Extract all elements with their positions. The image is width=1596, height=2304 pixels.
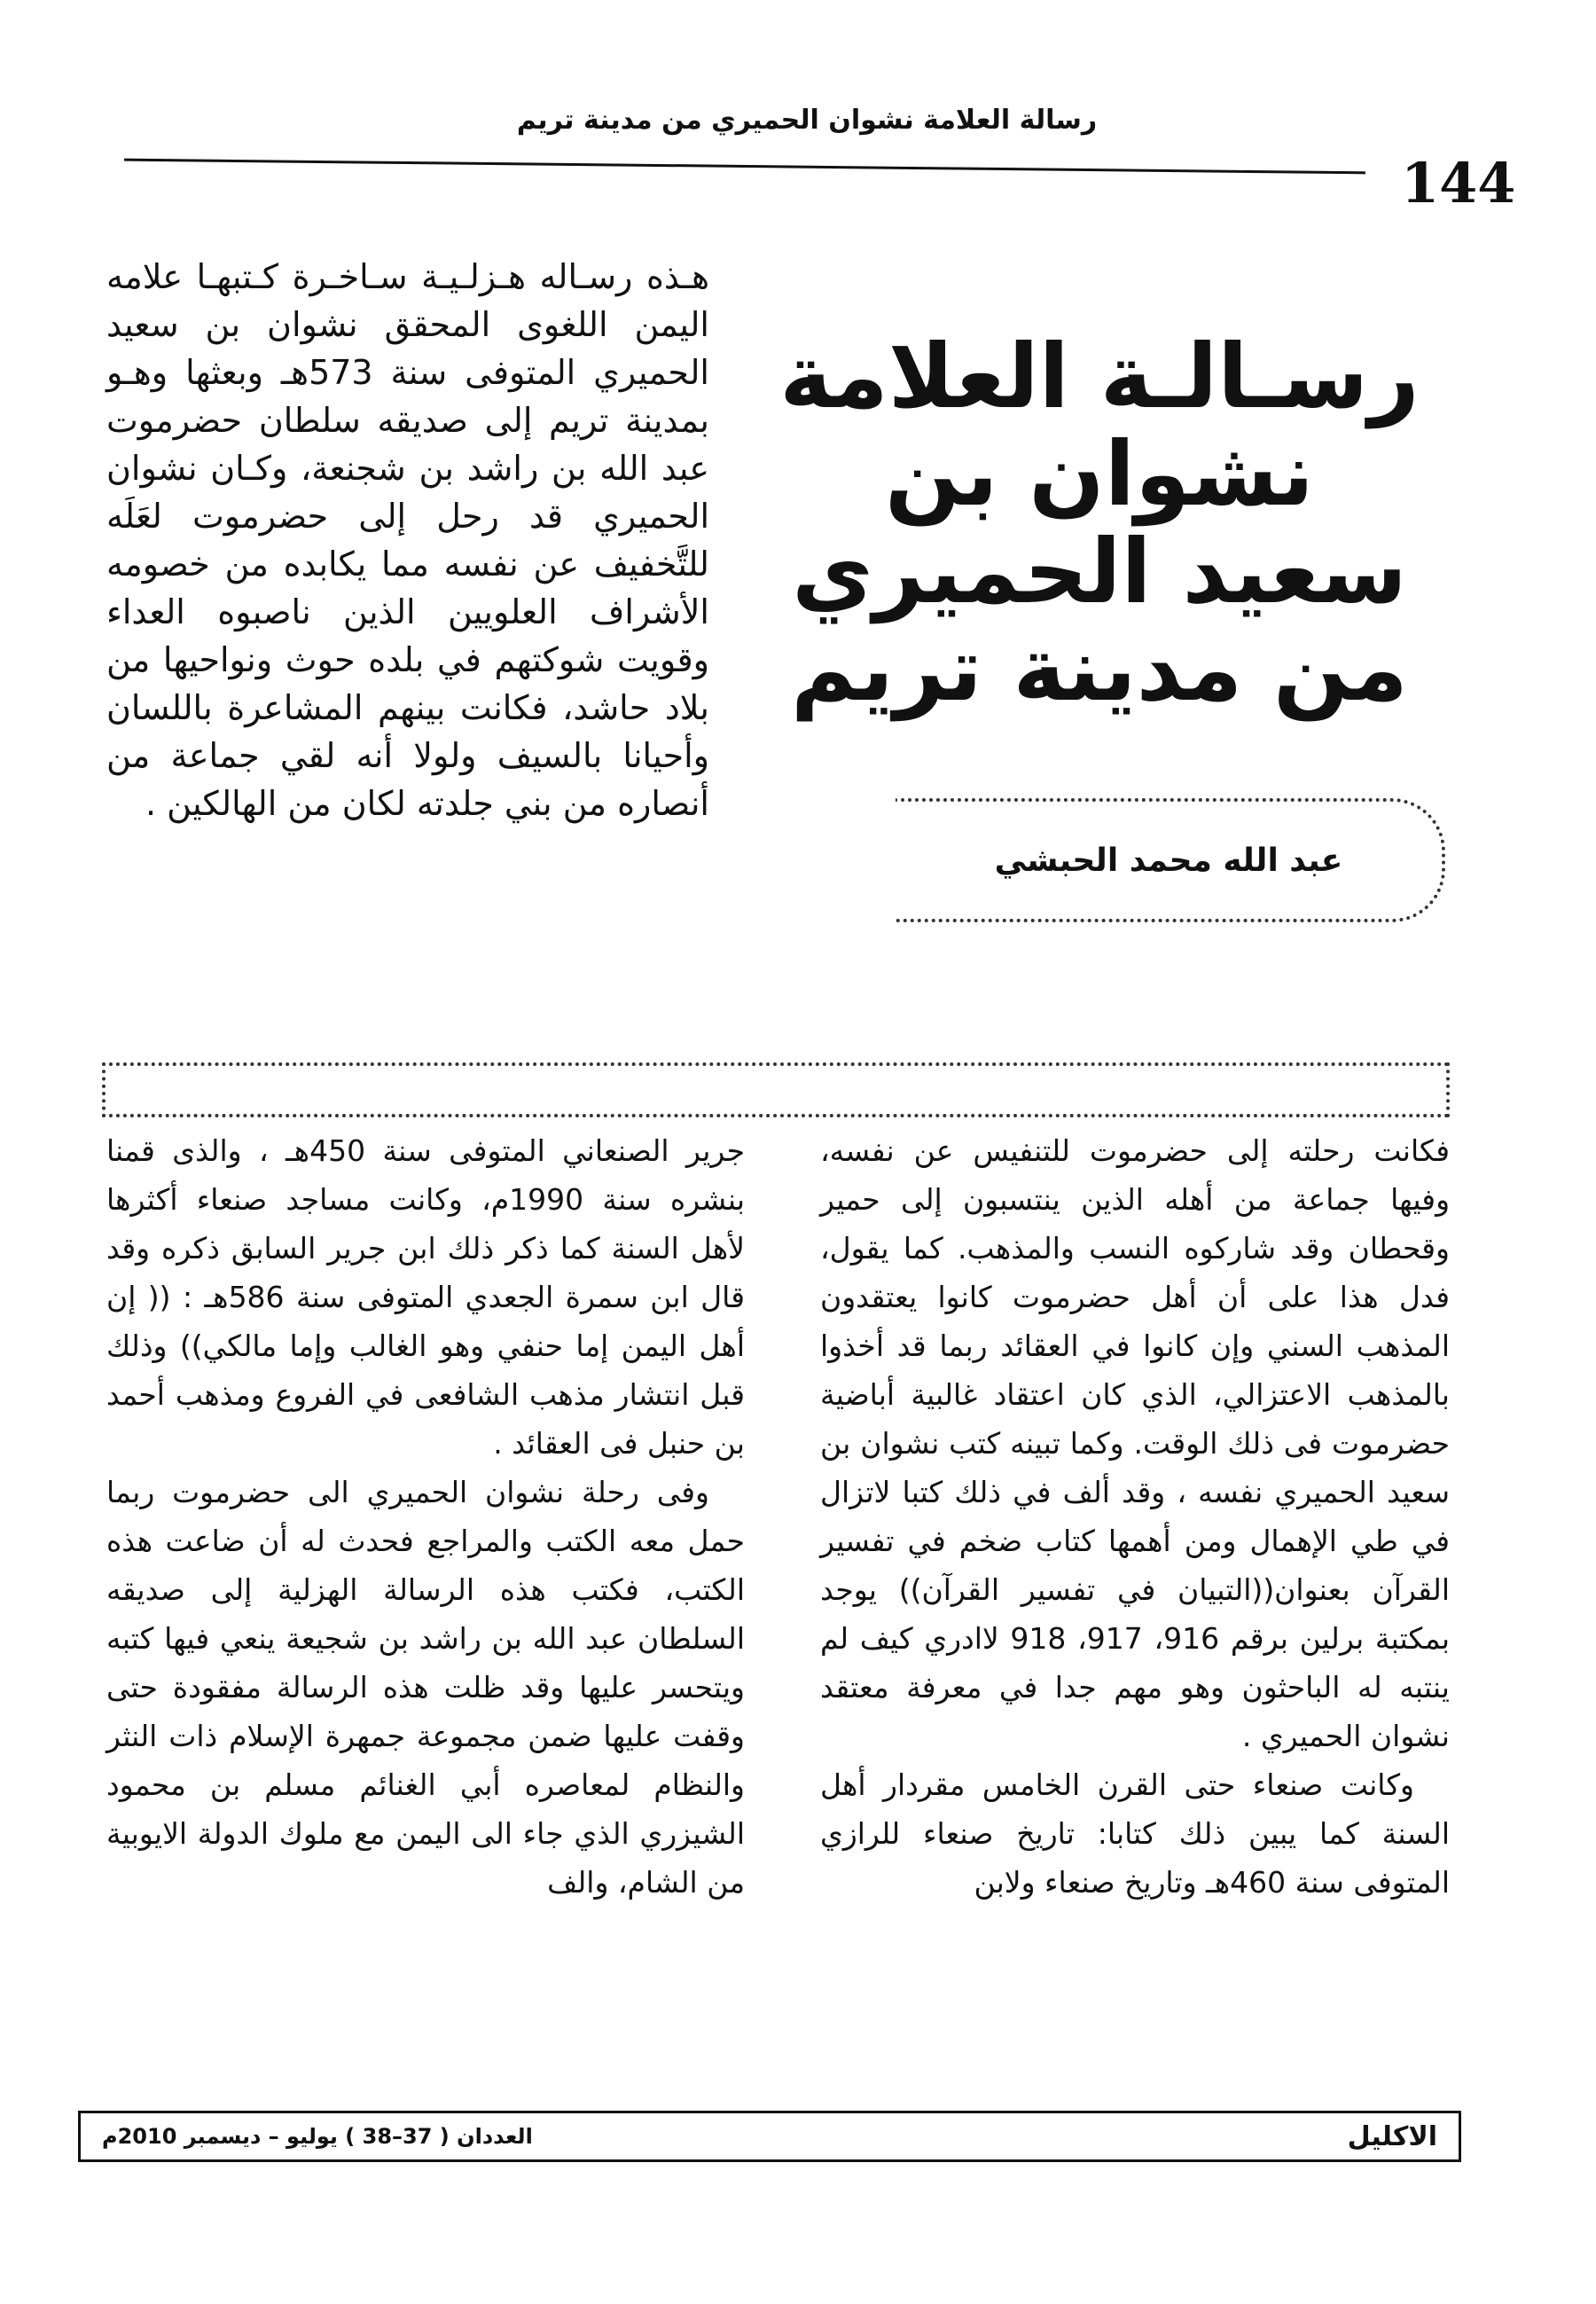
abstract: هـذه رسـاله هـزلـيـة سـاخـرة كـتبهـا علامه اليمن اللغوى المحقق نشوان بن سعيد الحميري المتوفى سنة 573هـ وبعثها وهـو بمدينة تريم إلى صديقه سلطان حضرموت عبد الله بن راشد بن شجنعة، وكـان نشوان الحميري قد رحل إلى حضرموت لعَلَه للتَّخفيف عن نفسه مما يكابده من خصومه الأشراف العلويين الذين ناصبوه العداء وقويت شوكتهم في بلده حوث ونواحيها من بلاد حاشد، فكانت بينهم المشاعرة باللسان وأحيانا بالسيف ولولا أنه لقي جماعة من أنصاره من بني جلدته لكان من الهالكين . [106, 257, 709, 823]
column-right [820, 1126, 1450, 1907]
running-header: رسالة العلامة نشوان الحميري من مدينة تريم [516, 105, 1098, 136]
column-left-paragraph: وفى رحلة نشوان الحميري الى حضرموت ربما حمل معه الكتب والمراجع فحدث له أن ضاعت هذه الكتب، فكتب هذه الرسالة الهزلية إلى صديقه السلطان عبد الله بن راشد بن شجيعة ينعي فيها كتبه ويتحسر عليها وقد ظلت هذه الرسالة مفقودة حتى وقفت عليها ضمن مجموعة جمهرة الإسلام ذات النثر والنظام لمعاصره أبي الغنائم مسلم بن محمود الشيزري الذي جاء الى اليمن مع ملوك الدولة الايوبية من الشام، والف [106, 1475, 745, 1900]
page-number: 144 [1401, 151, 1516, 216]
footer [78, 2111, 1461, 2162]
column-left [106, 1126, 745, 1907]
header-rule [124, 159, 1365, 175]
journal-logo: الاكليل [1347, 2120, 1437, 2152]
author-box [896, 798, 1445, 922]
column-right-paragraph: فكانت رحلته إلى حضرموت للتنفيس عن نفسه، وفيها جماعة من أهله الذين ينتسبون إلى حمير وقحطان وقد شاركوه النسب والمذهب. كما يقول، فدل هذا على أن أهل حضرموت كانوا يعتقدون المذهب السني وإن كانوا في العقائد ربما قد أخذوا بالمذهب الاعتزالي، الذي كان اعتقاد غالبية أباضية حضرموت فى ذلك الوقت. وكما تبينه كتب نشوان بن سعيد الحميري نفسه ، وقد ألف في ذلك كتبا لاتزال في طي الإهمال ومن أهمها كتاب ضخم في تفسير القرآن بعنوان((التبيان في تفسير القرآن)) يوجد بمكتبة برلين برقم 916، 917، 918 لاادري كيف لم ينتبه له الباحثون وهو مهم جدا في معرفة معتقد نشوان الحميري . [820, 1133, 1451, 1753]
title-line-1: رسـالـة العلامة [779, 325, 1420, 428]
column-right-paragraph: وكانت صنعاء حتى القرن الخامس مقردار أهل السنة كما يبين ذلك كتابا: تاريخ صنعاء للرازي المتوفى سنة 460هـ وتاريخ صنعاء ولابن [820, 1767, 1450, 1900]
article-title [763, 325, 1436, 721]
title-line-3: من مدينة تريم [791, 617, 1408, 721]
issue-info: العددان ( 37–38 ) يوليو – ديسمبر 2010م [102, 2124, 533, 2149]
column-left-paragraph: جرير الصنعاني المتوفى سنة 450هـ ، والذى قمنا بنشره سنة 1990م، وكانت مساجد صنعاء أكثرها لأهل السنة كما ذكر ذلك ابن جرير السابق ذكره وقد قال ابن سمرة الجعدي المتوفى سنة 586هـ : (( إن أهل اليمن إما حنفي وهو الغالب وإما مالكي)) وذلك قبل انتشار مذهب الشافعى في الفروع ومذهب أحمد بن حنبل فى العقائد . [106, 1133, 745, 1461]
section-divider [102, 1062, 1450, 1117]
title-line-2: نشوان بن سعيد الحميري [792, 422, 1407, 623]
author-name: عبد الله محمد الحبشي [994, 842, 1343, 879]
